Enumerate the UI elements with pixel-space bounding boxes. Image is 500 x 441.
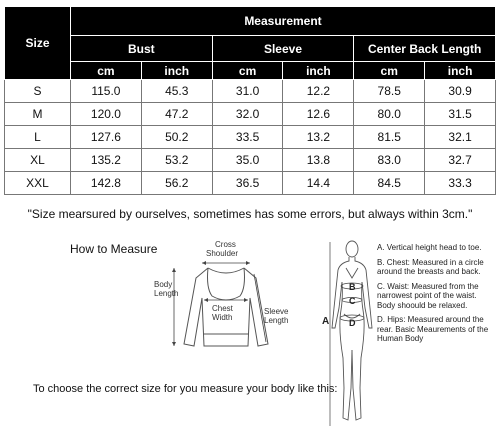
value-cell: 81.5: [354, 126, 425, 149]
value-cell: 31.0: [212, 80, 283, 103]
unit-header: inch: [283, 62, 354, 80]
unit-header: inch: [425, 62, 496, 80]
size-cell: S: [5, 80, 71, 103]
body-figure-diagram: [322, 238, 378, 434]
measurement-note: "Size mearsured by ourselves, sometimes has some errors, but always within 3cm.": [27, 207, 473, 221]
value-cell: 56.2: [141, 172, 212, 195]
list-item: D. Hips: Measured around the rear. Basic Meaurements of the Human Body: [377, 315, 489, 343]
value-cell: 12.6: [283, 103, 354, 126]
size-cell: M: [5, 103, 71, 126]
value-cell: 12.2: [283, 80, 354, 103]
center-back-length-header: Center Back Length: [354, 36, 496, 62]
measurement-guide-list: [377, 243, 497, 349]
value-cell: 13.2: [283, 126, 354, 149]
chest-width-label: Chest: [212, 304, 233, 313]
value-cell: 53.2: [141, 149, 212, 172]
value-cell: 135.2: [71, 149, 142, 172]
cross-shoulder-label: Shoulder: [206, 249, 239, 258]
value-cell: 33.5: [212, 126, 283, 149]
label-b: B: [349, 282, 356, 292]
value-cell: 33.3: [425, 172, 496, 195]
value-cell: 78.5: [354, 80, 425, 103]
value-cell: 14.4: [283, 172, 354, 195]
size-cell: L: [5, 126, 71, 149]
size-cell: XL: [5, 149, 71, 172]
body-outline: [332, 241, 372, 420]
value-cell: 84.5: [354, 172, 425, 195]
chest-width-label: Width: [212, 313, 233, 322]
list-item: B. Chest: Measured in a circle around the breasts and back.: [377, 257, 484, 276]
table-row: [5, 172, 496, 195]
bust-header: Bust: [71, 36, 213, 62]
unit-header: inch: [141, 62, 212, 80]
sleeve-length-label: Sleeve: [264, 307, 289, 316]
value-cell: 47.2: [141, 103, 212, 126]
value-cell: 30.9: [425, 80, 496, 103]
unit-header: cm: [354, 62, 425, 80]
list-item: A. Vertical height head to toe.: [377, 243, 482, 252]
unit-header: cm: [212, 62, 283, 80]
value-cell: 50.2: [141, 126, 212, 149]
value-cell: 32.1: [425, 126, 496, 149]
size-chart-table: [4, 6, 496, 195]
value-cell: 120.0: [71, 103, 142, 126]
value-cell: 31.5: [425, 103, 496, 126]
label-a: A: [322, 316, 330, 327]
value-cell: 35.0: [212, 149, 283, 172]
label-d: D: [349, 318, 356, 328]
value-cell: 32.7: [425, 149, 496, 172]
value-cell: 32.0: [212, 103, 283, 126]
measurement-header: Measurement: [71, 7, 496, 36]
value-cell: 36.5: [212, 172, 283, 195]
list-item: C. Waist: Measured from the narrowest point of the waist. Body shoould be relaxed.: [377, 281, 479, 310]
label-c: C: [349, 296, 356, 306]
unit-header: cm: [71, 62, 142, 80]
value-cell: 142.8: [71, 172, 142, 195]
choose-size-instruction: To choose the correct size for you measure your body like this:: [33, 383, 338, 395]
body-length-label: Body: [154, 280, 173, 289]
sleeve-header: Sleeve: [212, 36, 354, 62]
how-to-measure-title: How to Measure: [70, 242, 158, 256]
body-length-label: Length: [154, 289, 179, 298]
value-cell: 13.8: [283, 149, 354, 172]
value-cell: 115.0: [71, 80, 142, 103]
table-row: [5, 103, 496, 126]
value-cell: 45.3: [141, 80, 212, 103]
table-row: [5, 149, 496, 172]
table-row: [5, 126, 496, 149]
value-cell: 80.0: [354, 103, 425, 126]
size-header: Size: [5, 7, 71, 80]
size-cell: XXL: [5, 172, 71, 195]
cross-shoulder-label: Cross: [215, 240, 236, 249]
table-row: [5, 80, 496, 103]
sleeve-length-label: Length: [264, 316, 289, 325]
value-cell: 83.0: [354, 149, 425, 172]
garment-diagram: [150, 238, 310, 360]
value-cell: 127.6: [71, 126, 142, 149]
